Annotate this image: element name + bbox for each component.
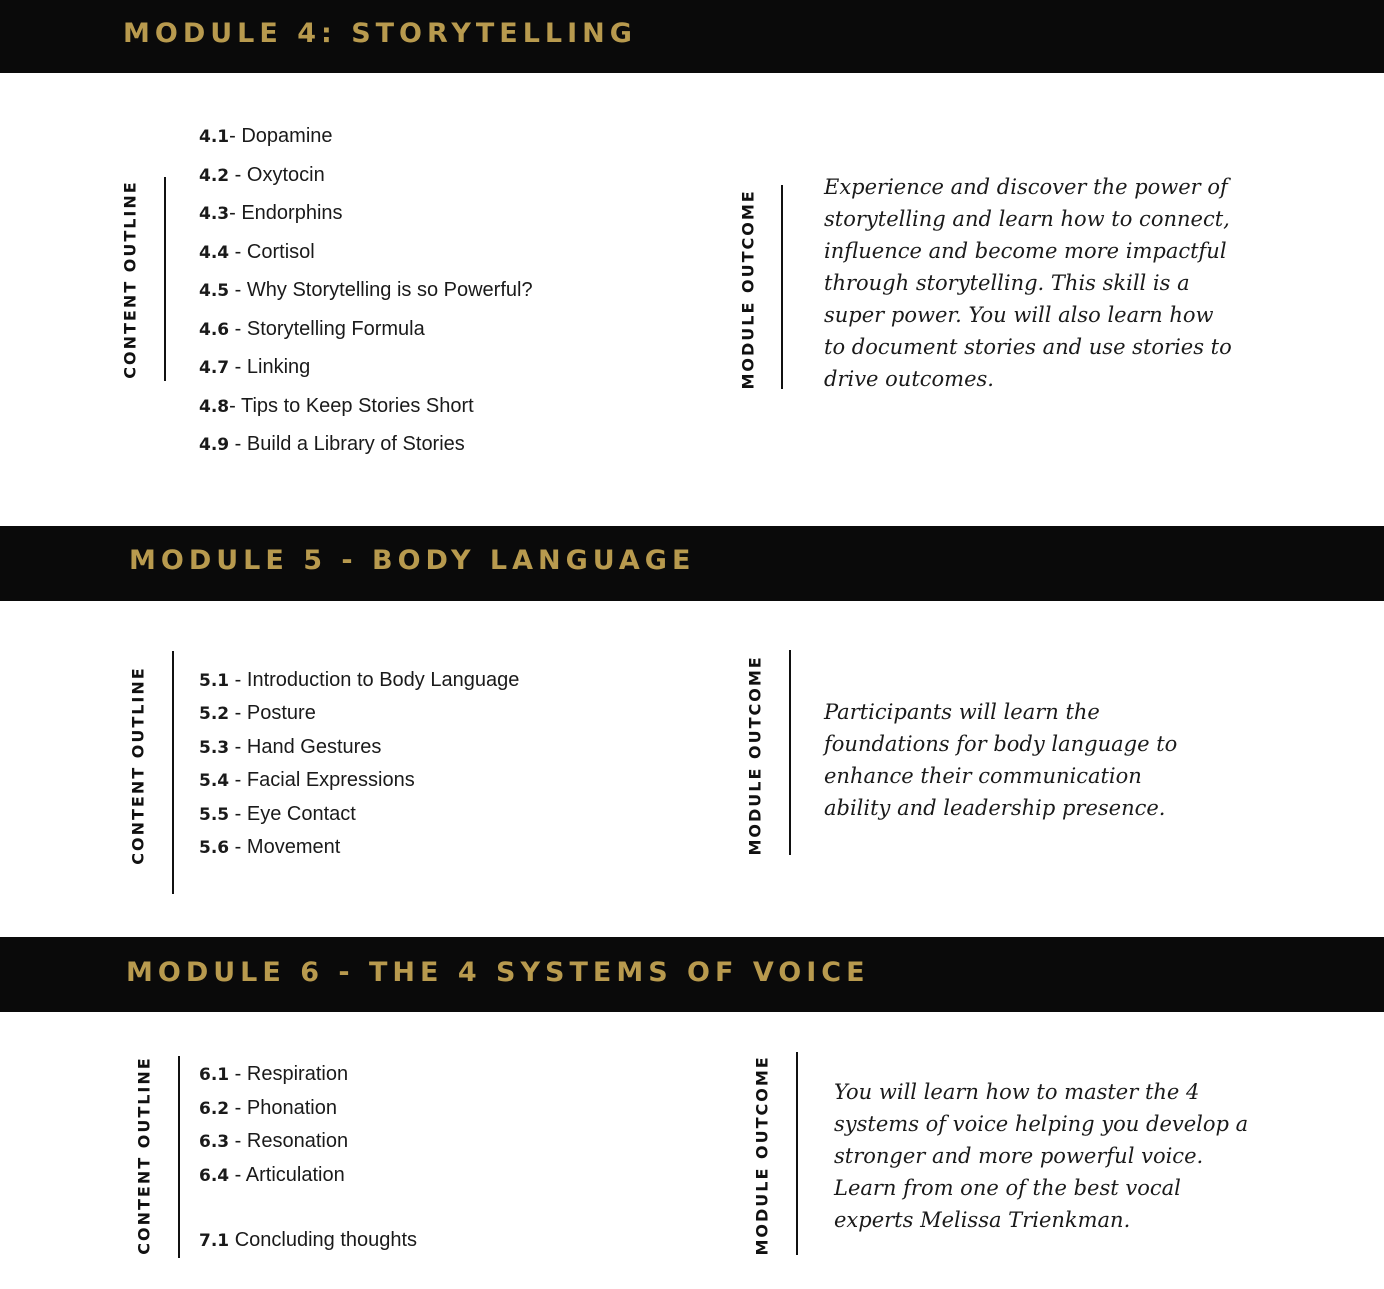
list-item: 4.5 - Why Storytelling is so Powerful? xyxy=(199,279,533,301)
module-4-header xyxy=(0,0,1384,73)
list-item: 4.8- Tips to Keep Stories Short xyxy=(199,394,474,417)
list-item: 6.1 - Respiration xyxy=(199,1063,349,1085)
list-item: 6.4 - Articulation xyxy=(199,1163,345,1186)
list-item: 5.6 - Movement xyxy=(199,836,341,859)
module-6-content-outline-label: CONTENT OUTLINE xyxy=(134,1056,154,1255)
module-4-outline-divider xyxy=(164,177,166,381)
module-5-content-list xyxy=(199,664,519,864)
list-item: 4.7 - Linking xyxy=(199,356,311,378)
list-item: 4.4 - Cortisol xyxy=(199,240,315,263)
module-6-outcome-divider xyxy=(796,1052,798,1255)
list-item: 4.2 - Oxytocin xyxy=(199,163,325,186)
list-item: 5.3 - Hand Gestures xyxy=(199,735,382,758)
module-6-outcome-label: MODULE OUTCOME xyxy=(752,1055,772,1256)
module-5-outcome-text: Participants will learn the foundations for body language to enhance their communication ability and leadership presence. xyxy=(824,700,1178,820)
list-item: 5.2 - Posture xyxy=(199,702,316,725)
list-item: 4.3- Endorphins xyxy=(199,202,343,224)
list-item: 4.6 - Storytelling Formula xyxy=(199,317,425,340)
module-6-header xyxy=(0,937,1384,1012)
module-4-outcome-text: Experience and discover the power of storytelling and learn how to connect, influence and become more impactful through storytelling. This skill is a super power. You will also learn how to document stories and use stories to drive outcomes. xyxy=(824,175,1232,391)
module-4-content-outline-label: CONTENT OUTLINE xyxy=(120,180,140,379)
module-4-title: MODULE 4: STORYTELLING xyxy=(123,18,637,49)
list-item: 5.5 - Eye Contact xyxy=(199,802,356,825)
list-item: 6.2 - Phonation xyxy=(199,1096,337,1119)
list-item: 4.9 - Build a Library of Stories xyxy=(199,433,465,455)
list-item: 4.1- Dopamine xyxy=(199,125,333,147)
module-6-content-list xyxy=(199,1058,417,1258)
module-5-outcome-label: MODULE OUTCOME xyxy=(745,655,765,856)
module-5-header xyxy=(0,526,1384,601)
module-4-outcome-divider xyxy=(781,185,783,389)
list-item: 6.3 - Resonation xyxy=(199,1130,349,1152)
module-5-content-outline-label: CONTENT OUTLINE xyxy=(128,666,148,865)
list-item: 5.1 - Introduction to Body Language xyxy=(199,669,520,691)
module-5-outcome-divider xyxy=(789,650,791,855)
module-4-content-list xyxy=(199,118,533,465)
list-item: 7.1 Concluding thoughts xyxy=(199,1229,418,1251)
list-item: 5.4 - Facial Expressions xyxy=(199,769,415,792)
module-4-outcome-label: MODULE OUTCOME xyxy=(738,189,758,390)
module-6-outline-divider xyxy=(178,1056,180,1258)
module-6-outcome-text: You will learn how to master the 4 systems of voice helping you develop a stronger and more powerful voice. Learn from one of the best vocal experts Melissa Trienkman. xyxy=(834,1080,1249,1232)
module-5-outline-divider xyxy=(172,651,174,894)
module-5-title: MODULE 5 - BODY LANGUAGE xyxy=(129,545,696,576)
module-6-title: MODULE 6 - THE 4 SYSTEMS OF VOICE xyxy=(126,957,870,988)
